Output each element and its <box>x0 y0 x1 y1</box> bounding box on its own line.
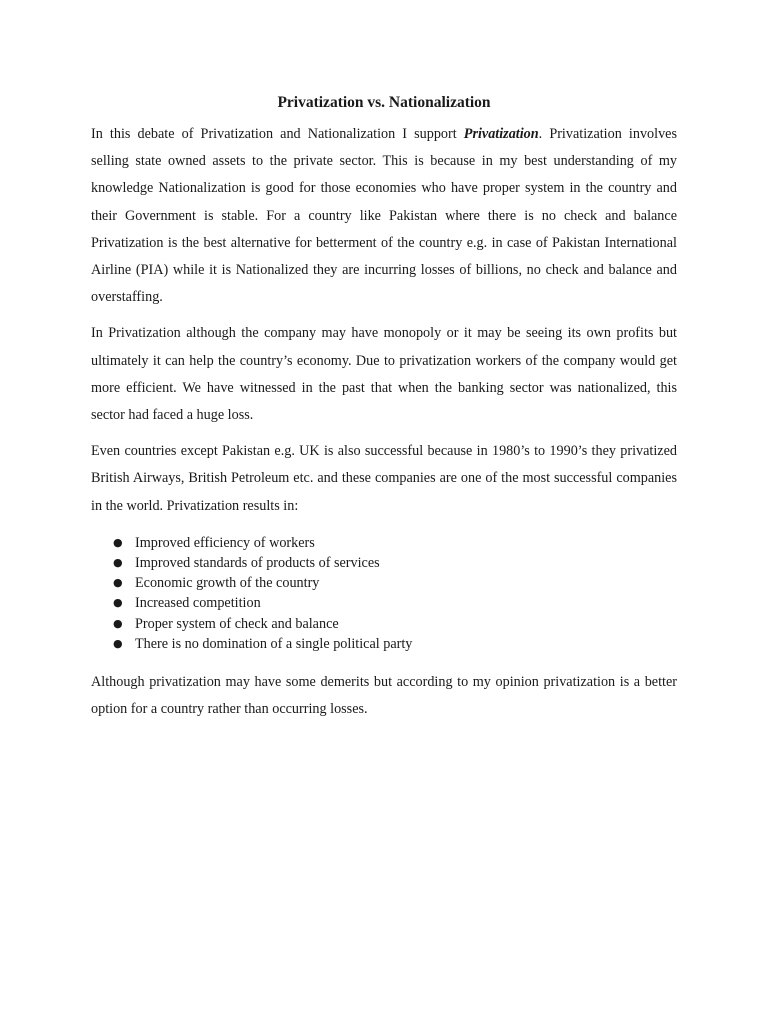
list-item-text: There is no domination of a single political party <box>135 635 413 652</box>
list-item <box>113 553 677 573</box>
bullet-icon: ● <box>113 636 123 650</box>
bullet-icon: ● <box>113 556 123 570</box>
paragraph-uk-example: Even countries except Pakistan e.g. UK is also successful because in 1980’s to 1990’s they privatized British Airways, British Petroleum etc. and these companies are one of the most successful companies in the world. Privatization results in: <box>91 443 677 514</box>
list-item <box>113 533 677 553</box>
list-item-text: Improved standards of products of services <box>135 555 380 572</box>
list-item <box>113 573 677 593</box>
document-page <box>91 92 677 732</box>
emphasized-privatization: Privatization <box>463 126 539 142</box>
bullet-icon: ● <box>113 576 123 590</box>
intro-text-rest: . Privatization involves selling state owned assets to the private sector. This is because in my best understanding of my knowledge Nationalization is good for those economies who have proper system in the country and their Government is stable. For a country like Pakistan where there is no check and balance Privatization is the best alternative for betterment of the country e.g. in case of Pakistan International Airline (PIA) while it is Nationalized they are incurring losses of billions, no check and balance and overstaffing. <box>91 126 677 306</box>
list-item-text: Increased competition <box>135 595 261 612</box>
bullet-icon: ● <box>113 535 123 549</box>
list-item-text: Proper system of check and balance <box>135 615 339 632</box>
paragraph-monopoly: In Privatization although the company may have monopoly or it may be seeing its own profits but ultimately it can help the country’s economy. Due to privatization workers of the company would get more efficient. We have witnessed in the past that when the banking sector was nationalized, this sector had faced a huge loss. <box>91 325 677 424</box>
intro-text-start: In this debate of Privatization and Nationalization I support <box>91 126 464 142</box>
conclusion-paragraph: Although privatization may have some demerits but according to my opinion privatization is a better option for a country rather than occurring losses. <box>91 674 677 718</box>
list-item-text: Improved efficiency of workers <box>135 534 315 551</box>
list-item <box>113 634 677 654</box>
list-item <box>113 614 677 634</box>
bullet-icon: ● <box>113 596 123 610</box>
intro-paragraph <box>91 121 677 311</box>
list-item <box>113 593 677 613</box>
document-title: Privatization vs. Nationalization <box>277 94 491 111</box>
results-list <box>91 533 677 654</box>
list-item-text: Economic growth of the country <box>135 575 320 592</box>
bullet-icon: ● <box>113 616 123 630</box>
